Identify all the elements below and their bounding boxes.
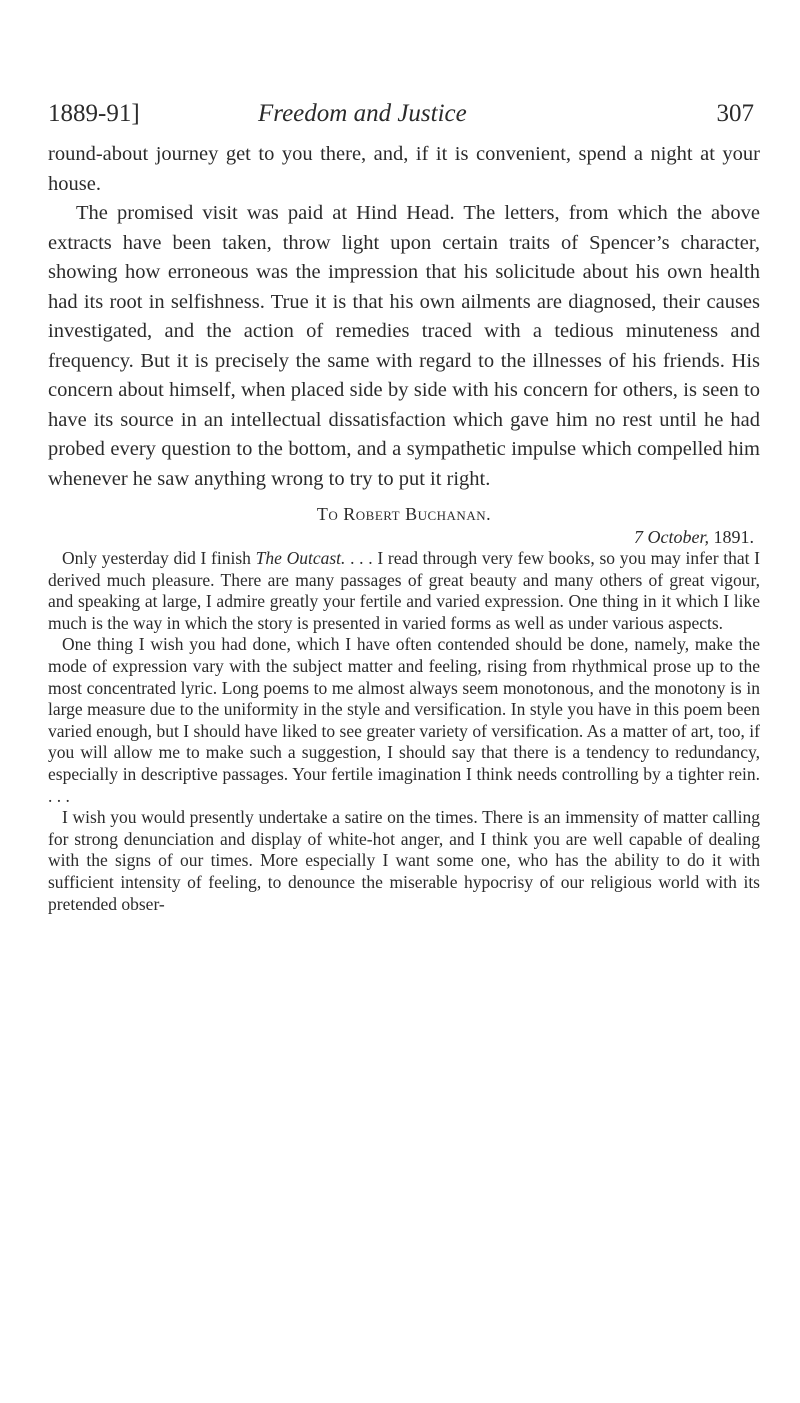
narrative-text — [48, 140, 760, 494]
letter-date-day-month: 7 October, — [634, 527, 709, 547]
letter-date — [48, 527, 754, 548]
letter-text: . . . I read through very few books, so you may infer that I derived much pleasure. There are many passages of great beauty and many others of great vigour, and speaking at large, I admire greatly your fertile and varied expression. One thing in it which I like much is the way in which the story is presented in varied forms as well as under various aspects. — [48, 548, 761, 633]
letter-paragraph: One thing I wish you had done, which I have often contended should be done, namely, make the mode of expression vary with the subject matter and feeling, rising from rhythmical prose up to the most concentrated lyric. Long poems to me almost always seem monotonous, and the monotony is in large measure due to the uniformity in the style and versification. In style you have in this poem been varied enough, but I should have liked to see greater variety of versification. As a matter of art, too, if you will allow me to make such a suggestion, I should say that there is a tendency to redundancy, especially in descriptive passages. Your fertile imagination I think needs controlling by a tighter rein. . . . — [48, 634, 760, 806]
letter-paragraph: I wish you would presently undertake a satire on the times. There is an immensity of matter calling for strong denunciation and display of white-hot anger, and I think you are well capable of dealing with the signs of our times. More especially I want some one, who has the ability to do it with sufficient intensity of feeling, to denounce the miserable hypocrisy of our religious world with its pretended obser- — [48, 807, 760, 914]
narrative-paragraph: round-about journey get to you there, and, if it is convenient, spend a night at your house. — [48, 143, 760, 195]
page-number: 307 — [716, 100, 754, 127]
running-head-years: 1889-91] — [48, 100, 140, 127]
letter-date-year: 1891. — [709, 527, 754, 547]
book-title: The Outcast. — [255, 548, 346, 568]
letter-body — [48, 548, 760, 915]
letter-paragraph — [48, 548, 760, 634]
running-head-chapter-title: Freedom and Justice — [258, 100, 467, 127]
letter-text: Only yesterday did I finish — [62, 548, 256, 568]
running-head — [48, 100, 760, 140]
book-page — [48, 0, 760, 915]
letter-heading: To Robert Buchanan. — [316, 504, 492, 524]
narrative-paragraph: The promised visit was paid at Hind Head. The letters, from which the above extracts have been taken, throw light upon certain traits of Spencer’s character, showing how erroneous was the impression that his solicitude about his own health had its root in selfishness. True it is that his own ailments are diagnosed, their causes investigated, and the action of remedies traced with a tedious minuteness and frequency. But it is precisely the same with regard to the illnesses of his friends. His concern about himself, when placed side by side with his concern for others, is seen to have its source in an intellectual dissatisfaction which gave him no rest until he had probed every question to the bottom, and a sympathetic impulse which compelled him whenever he saw anything wrong to try to put it right. — [48, 202, 760, 490]
